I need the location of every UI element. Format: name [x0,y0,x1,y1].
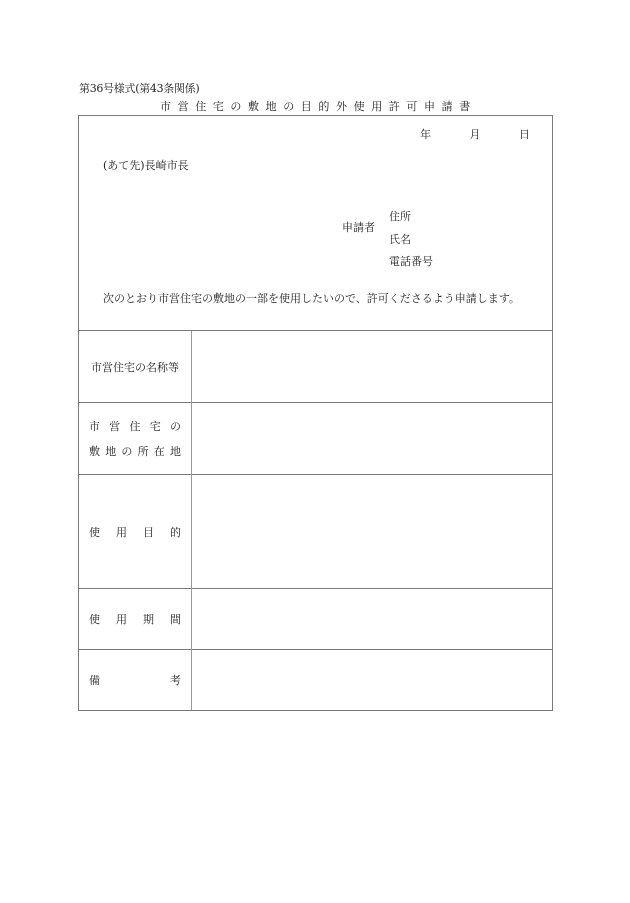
applicant-name-label[interactable]: 氏名 [389,233,411,246]
usage-period-label: 使 用 期 間 [89,613,181,626]
housing-name-label: 市営住宅の名称等 [91,360,179,374]
date-line [420,126,530,142]
usage-purpose-field[interactable] [192,475,552,588]
usage-purpose-label: 使 用 目 的 [89,525,181,539]
document-title: 市営住宅の敷地の目的外使用許可申請書 [160,100,477,113]
applicant-label: 申請者 [342,221,375,234]
remarks-field[interactable] [192,650,552,710]
housing-name-field[interactable] [192,331,552,402]
application-form [78,115,553,711]
addressee: (あて先)長崎市長 [103,159,189,172]
applicant-phone-label[interactable]: 電話番号 [389,255,433,268]
year-label: 年 [420,128,431,141]
remarks-label: 備 考 [89,674,181,687]
month-label: 月 [469,128,481,141]
form-number: 第36号様式(第43条関係) [79,82,200,95]
request-statement: 次のとおり市営住宅の敷地の一部を使用したいので、許可くださるよう申請します。 [103,292,520,305]
site-location-label: 市 営 住 宅 の 敷 地 の 所 在 地 [89,420,181,458]
site-location-field[interactable] [192,403,552,474]
day-label: 日 [519,128,530,141]
applicant-address-label[interactable]: 住所 [389,210,411,223]
usage-period-field[interactable] [192,589,552,649]
